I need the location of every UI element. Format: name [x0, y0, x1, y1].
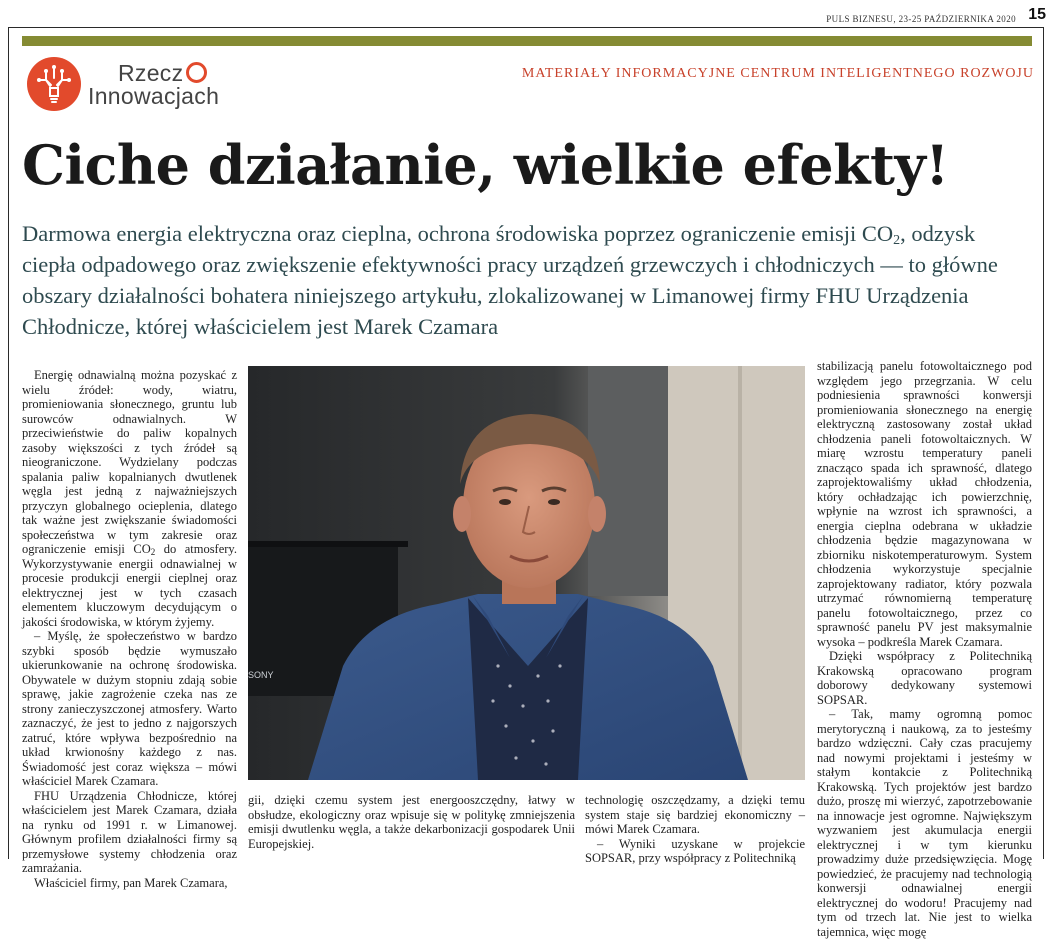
co2-subscript: 2 — [150, 547, 156, 557]
body-paragraph: stabilizacją panelu fotowoltaicznego pod względem jego przegrzania. W celu podniesienia sprawności konwersji promieniowania słonecznego na energię elektryczną zastosowany został układ chłodzenia paneli fotowoltaicznych. W miarę wzrostu temperatury paneli znacząco spada ich sprawność, dlatego zaprojektowaliśmy układ chłodzenia, który ochładzając ich powierzchnię, wpłynie na wzrost ich sprawności, a energia cieplna odebrana w układzie chłodzenia będzie magazynowana w zbiorniku niskotemperaturowym. System chłodzenia wykorzystuje specjalnie zaprojektowany radiator, który pozwala utrzymać równomierną temperaturę panelu fotowoltaicznego, przez co sprawność panelu PV jest maksymalnie wysoka – podkreśla Marek Czamara. — [817, 359, 1032, 649]
lead-subscript: 2 — [893, 233, 901, 248]
lead-text-1: Darmowa energia elektryczna oraz cieplna, ochrona środowiska poprzez ograniczenie emisji CO — [22, 221, 894, 246]
portrait-illustration — [248, 366, 805, 780]
body-paragraph: technologię oszczędzamy, a dzięki temu system staje się bardziej ekonomiczny – mówi Marek Czamara. — [585, 793, 805, 836]
logo-text-line2: Innowacjach — [88, 83, 220, 109]
body-paragraph: Właściciel firmy, pan Marek Czamara, — [34, 875, 228, 890]
lead-text-2: , odzysk ciepła odpadowego oraz zwiększenie efektywności pracy urządzeń grzewczych i chłodniczych — to główne obszary działalności bohatera niniejszego artykułu, zlokalizowanej w Limanowej firmy FHU Urządzenia Chłodnicze, której właścicielem jest Marek Czamara — [22, 221, 998, 339]
body-paragraph: FHU Urządzenia Chłodnicze, której właścicielem jest Marek Czamara, działa na rynku od 1991 r. w Limanowej. Głównym profilem działalności firmy są przemysłowe systemy chłodzenia oraz zamrażania. — [22, 788, 237, 875]
monitor-brand-label: SONY — [248, 670, 274, 680]
body-column-right — [817, 359, 1032, 939]
olive-header-bar — [22, 36, 1032, 46]
body-paragraph: – Myślę, że społeczeństwo w bardzo szybki sposób będzie wymuszało ukierunkowanie na ochronę środowiska. Obywatele w dużym stopniu zdają sobie sprawę, jakie zagrożenie czeka nas ze strony zanieczyszczonej atmosfery. Warto zaznaczyć, że jest to jedno z najgorszych zatruć, które wpływa bezpośrednio na układ krwionośny każdego z nas. Świadomość jest coraz większa – mówi właściciel Marek Czamara. — [22, 629, 237, 788]
logo-o-ring — [186, 62, 207, 83]
body-text: Energię odnawialną można pozyskać z wielu źródeł: wody, wiatru, promieniowania słonecznego, gruntu lub surowców odnawialnych. W przeciwieństwie do paliw kopalnych zasoby większości z tych źródeł są nieograniczone. Wydzielany podczas spalania paliw kopalnianych dwutlenek węgla jest jedną z najważniejszych przyczyn globalnego ocieplenia, dlatego tak ważne jest zwiększanie świadomości społeczeństwa w tym zakresie oraz ograniczenie emisji CO — [22, 368, 237, 556]
body-paragraph: Dzięki współpracy z Politechniką Krakowską opracowano program doborowy dedykowany systemowi SOPSAR. — [817, 649, 1032, 707]
portrait-photo — [248, 366, 805, 780]
body-column-left — [22, 368, 237, 890]
logo-text-line1: Rzecz — [118, 60, 184, 86]
body-column-middle-2 — [585, 793, 805, 865]
body-paragraph: – Tak, mamy ogromną pomoc merytoryczną i naukową, za to jesteśmy bardzo wdzięczni. Cały czas pracujemy nad nowymi projektami i jesteśmy w stałym kontakcie z Politechniką Krakowską. Tych projektów jest bardzo dużo, proszę mi wierzyć, zapotrzebowanie na innowacje jest ogromne. Największym wyzwaniem jest akumulacja energii elektrycznej i w tym kierunku prowadzimy duże przedsięwzięcia. Mogę powiedzieć, że pracujemy nad technologią konwersji odnawialnej energii elektrycznej do wodoru! Pracujemy nad tym od trzech lat. Nie jest to wielka tajemnica, więc mogę — [817, 707, 1032, 939]
article-headline: Ciche działanie, wielkie efekty! — [22, 133, 949, 197]
page-number: 15 — [1028, 6, 1046, 23]
section-label: MATERIAŁY INFORMACYJNE CENTRUM INTELIGENTNEGO ROZWOJU — [521, 66, 1034, 81]
body-column-middle-1 — [248, 793, 575, 859]
rzecz-o-innowacjach-logo — [26, 56, 256, 114]
running-head: PULS BIZNESU, 23-25 PAŹDZIERNIKA 2020 — [826, 14, 1016, 24]
body-paragraph: gii, dzięki czemu system jest energooszczędny, łatwy w obsłudze, ekologiczny oraz wpisuje się w politykę zmniejszenia emisji dwutlenku węgla, a także dekarbonizacji gospodarek Unii Europejskiej. — [248, 793, 575, 851]
body-paragraph: – Wyniki uzyskane w projekcie SOPSAR, przy współpracy z Politechniką — [585, 836, 805, 865]
body-text: do atmosfery. Wykorzystywanie energii odnawialnej w procesie produkcji energii cieplnej oraz elektrycznej jest w tych czasach elementem kluczowym decydującym o jakości środowiska, w którym żyjemy. — [22, 542, 237, 629]
body-paragraph — [22, 368, 237, 629]
circuit-bulb-icon — [26, 56, 82, 112]
article-lead — [22, 218, 1032, 342]
